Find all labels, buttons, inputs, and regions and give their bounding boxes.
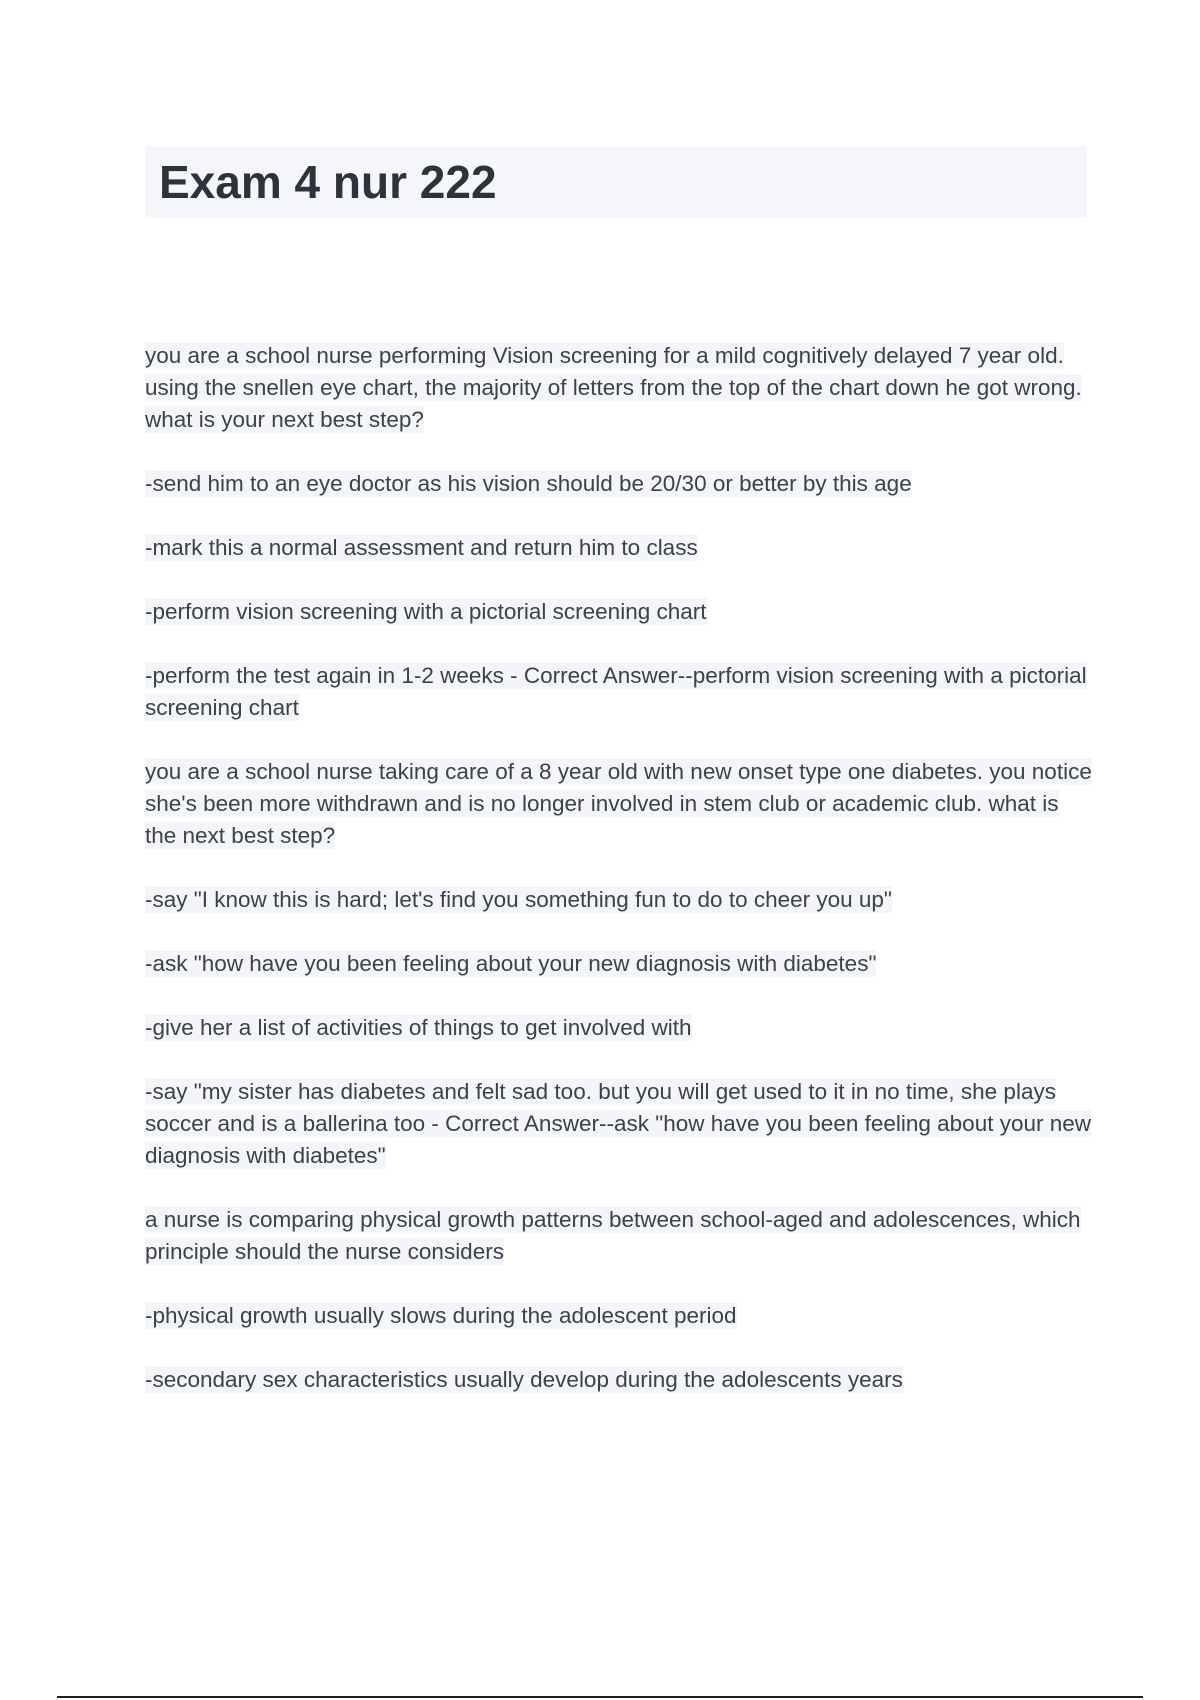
- document-title: Exam 4 nur 222: [159, 156, 497, 208]
- question-2-option-b: [145, 948, 1095, 980]
- option-text: -secondary sex characteristics usually develop during the adolescents years: [145, 1367, 903, 1392]
- question-1: [145, 340, 1095, 436]
- question-2-option-a: [145, 884, 1095, 916]
- option-text: -say "I know this is hard; let's find you something fun to do to cheer you up": [145, 887, 892, 912]
- question-1-text: you are a school nurse performing Vision screening for a mild cognitively delayed 7 year old. using the snellen eye chart, the majority of letters from the top of the chart down he got wrong. what is your next best step?: [145, 343, 1082, 432]
- option-text: -physical growth usually slows during the adolescent period: [145, 1303, 737, 1328]
- option-text: -say "my sister has diabetes and felt sad too. but you will get used to it in no time, she plays soccer and is a ballerina too - Correct Answer--ask "how have you been feeling about your new diagnosis with diabetes": [145, 1079, 1091, 1168]
- title-banner: [145, 146, 1087, 218]
- question-3: [145, 1204, 1095, 1268]
- question-3-option-a: [145, 1300, 1095, 1332]
- question-1-option-b: [145, 532, 1095, 564]
- option-text: -send him to an eye doctor as his vision should be 20/30 or better by this age: [145, 471, 912, 496]
- question-2-option-d-answer: [145, 1076, 1095, 1172]
- question-1-option-c: [145, 596, 1095, 628]
- question-3-text: a nurse is comparing physical growth patterns between school-aged and adolescences, which principle should the nurse considers: [145, 1207, 1081, 1264]
- question-2-text: you are a school nurse taking care of a 8 year old with new onset type one diabetes. you notice she's been more withdrawn and is no longer involved in stem club or academic club. what is the next best step?: [145, 759, 1092, 848]
- option-text: -ask "how have you been feeling about your new diagnosis with diabetes": [145, 951, 877, 976]
- option-text: -give her a list of activities of things to get involved with: [145, 1015, 692, 1040]
- document-body: [145, 340, 1095, 1428]
- option-text: -perform vision screening with a pictorial screening chart: [145, 599, 707, 624]
- option-text: -perform the test again in 1-2 weeks - Correct Answer--perform vision screening with a pictorial screening chart: [145, 663, 1087, 720]
- option-text: -mark this a normal assessment and return him to class: [145, 535, 698, 560]
- question-3-option-b: [145, 1364, 1095, 1396]
- question-1-option-d-answer: [145, 660, 1095, 724]
- question-1-option-a: [145, 468, 1095, 500]
- question-2-option-c: [145, 1012, 1095, 1044]
- question-2: [145, 756, 1095, 852]
- footer-divider: [57, 1696, 1143, 1698]
